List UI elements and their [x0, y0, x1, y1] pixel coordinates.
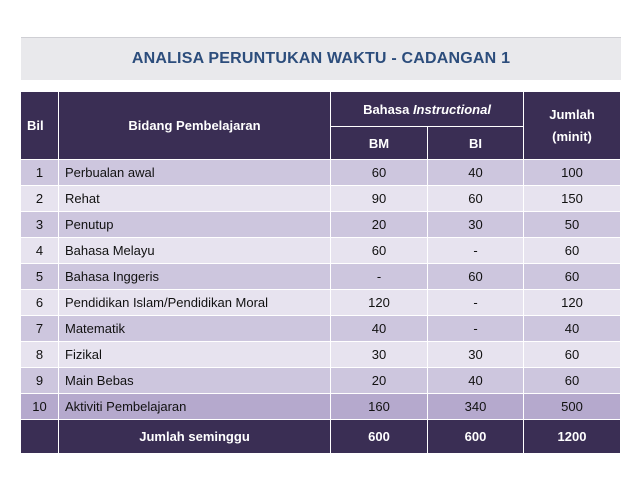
title-bar	[21, 37, 621, 80]
row-bidang: Rehat	[59, 186, 331, 212]
row-bm: 60	[331, 238, 428, 264]
header-jumlah-line1: Jumlah	[549, 106, 595, 122]
header-jumlah	[524, 92, 621, 160]
table-row	[21, 212, 621, 238]
row-bi: 40	[428, 368, 524, 394]
header-bil: Bil	[21, 92, 59, 160]
row-jumlah: 60	[524, 238, 621, 264]
row-bidang: Matematik	[59, 316, 331, 342]
row-bm: 20	[331, 212, 428, 238]
row-bm: 60	[331, 160, 428, 186]
row-jumlah: 60	[524, 368, 621, 394]
total-bi: 600	[428, 420, 524, 454]
row-jumlah: 60	[524, 264, 621, 290]
row-bi: 340	[428, 394, 524, 420]
row-jumlah: 120	[524, 290, 621, 316]
time-allocation-table	[20, 91, 621, 454]
total-bil-cell	[21, 420, 59, 454]
page-title: ANALISA PERUNTUKAN WAKTU - CADANGAN 1	[131, 50, 511, 67]
table-footer	[21, 420, 621, 454]
header-bm: BM	[331, 127, 428, 160]
header-bahasa-prefix: Bahasa	[363, 101, 413, 117]
row-bm: 30	[331, 342, 428, 368]
row-bidang: Perbualan awal	[59, 160, 331, 186]
table-body	[21, 160, 621, 420]
row-jumlah: 100	[524, 160, 621, 186]
row-bil: 4	[21, 238, 59, 264]
row-bi: -	[428, 316, 524, 342]
row-bm: 20	[331, 368, 428, 394]
table-header	[21, 92, 621, 160]
total-jumlah: 1200	[524, 420, 621, 454]
header-bahasa-italic: Instructional	[412, 101, 491, 117]
table-row	[21, 290, 621, 316]
total-bm: 600	[331, 420, 428, 454]
table-row	[21, 264, 621, 290]
table-row	[21, 238, 621, 264]
row-bi: -	[428, 238, 524, 264]
row-bidang: Aktiviti Pembelajaran	[59, 394, 331, 420]
table-row	[21, 342, 621, 368]
row-bil: 10	[21, 394, 59, 420]
row-bi: 60	[428, 264, 524, 290]
row-bil: 3	[21, 212, 59, 238]
row-bm: 120	[331, 290, 428, 316]
row-bi: 30	[428, 342, 524, 368]
row-bi: 30	[428, 212, 524, 238]
table-row	[21, 368, 621, 394]
table-row	[21, 316, 621, 342]
row-bidang: Bahasa Inggeris	[59, 264, 331, 290]
header-bahasa	[331, 92, 524, 127]
row-bil: 8	[21, 342, 59, 368]
row-bidang: Pendidikan Islam/Pendidikan Moral	[59, 290, 331, 316]
row-jumlah: 150	[524, 186, 621, 212]
row-bi: -	[428, 290, 524, 316]
total-label: Jumlah seminggu	[59, 420, 331, 454]
row-jumlah: 40	[524, 316, 621, 342]
table-row	[21, 160, 621, 186]
row-bi: 60	[428, 186, 524, 212]
row-jumlah: 50	[524, 212, 621, 238]
header-bi: BI	[428, 127, 524, 160]
row-bidang: Bahasa Melayu	[59, 238, 331, 264]
row-bidang: Penutup	[59, 212, 331, 238]
table-row	[21, 186, 621, 212]
row-bil: 6	[21, 290, 59, 316]
row-bidang: Main Bebas	[59, 368, 331, 394]
header-bidang: Bidang Pembelajaran	[59, 92, 331, 160]
row-bm: -	[331, 264, 428, 290]
row-bi: 40	[428, 160, 524, 186]
total-row	[21, 420, 621, 454]
row-bil: 1	[21, 160, 59, 186]
header-jumlah-line2: (minit)	[552, 128, 592, 144]
table-row	[21, 394, 621, 420]
row-bm: 40	[331, 316, 428, 342]
row-jumlah: 500	[524, 394, 621, 420]
row-bm: 160	[331, 394, 428, 420]
row-jumlah: 60	[524, 342, 621, 368]
row-bm: 90	[331, 186, 428, 212]
row-bil: 7	[21, 316, 59, 342]
row-bil: 5	[21, 264, 59, 290]
row-bil: 2	[21, 186, 59, 212]
row-bidang: Fizikal	[59, 342, 331, 368]
row-bil: 9	[21, 368, 59, 394]
